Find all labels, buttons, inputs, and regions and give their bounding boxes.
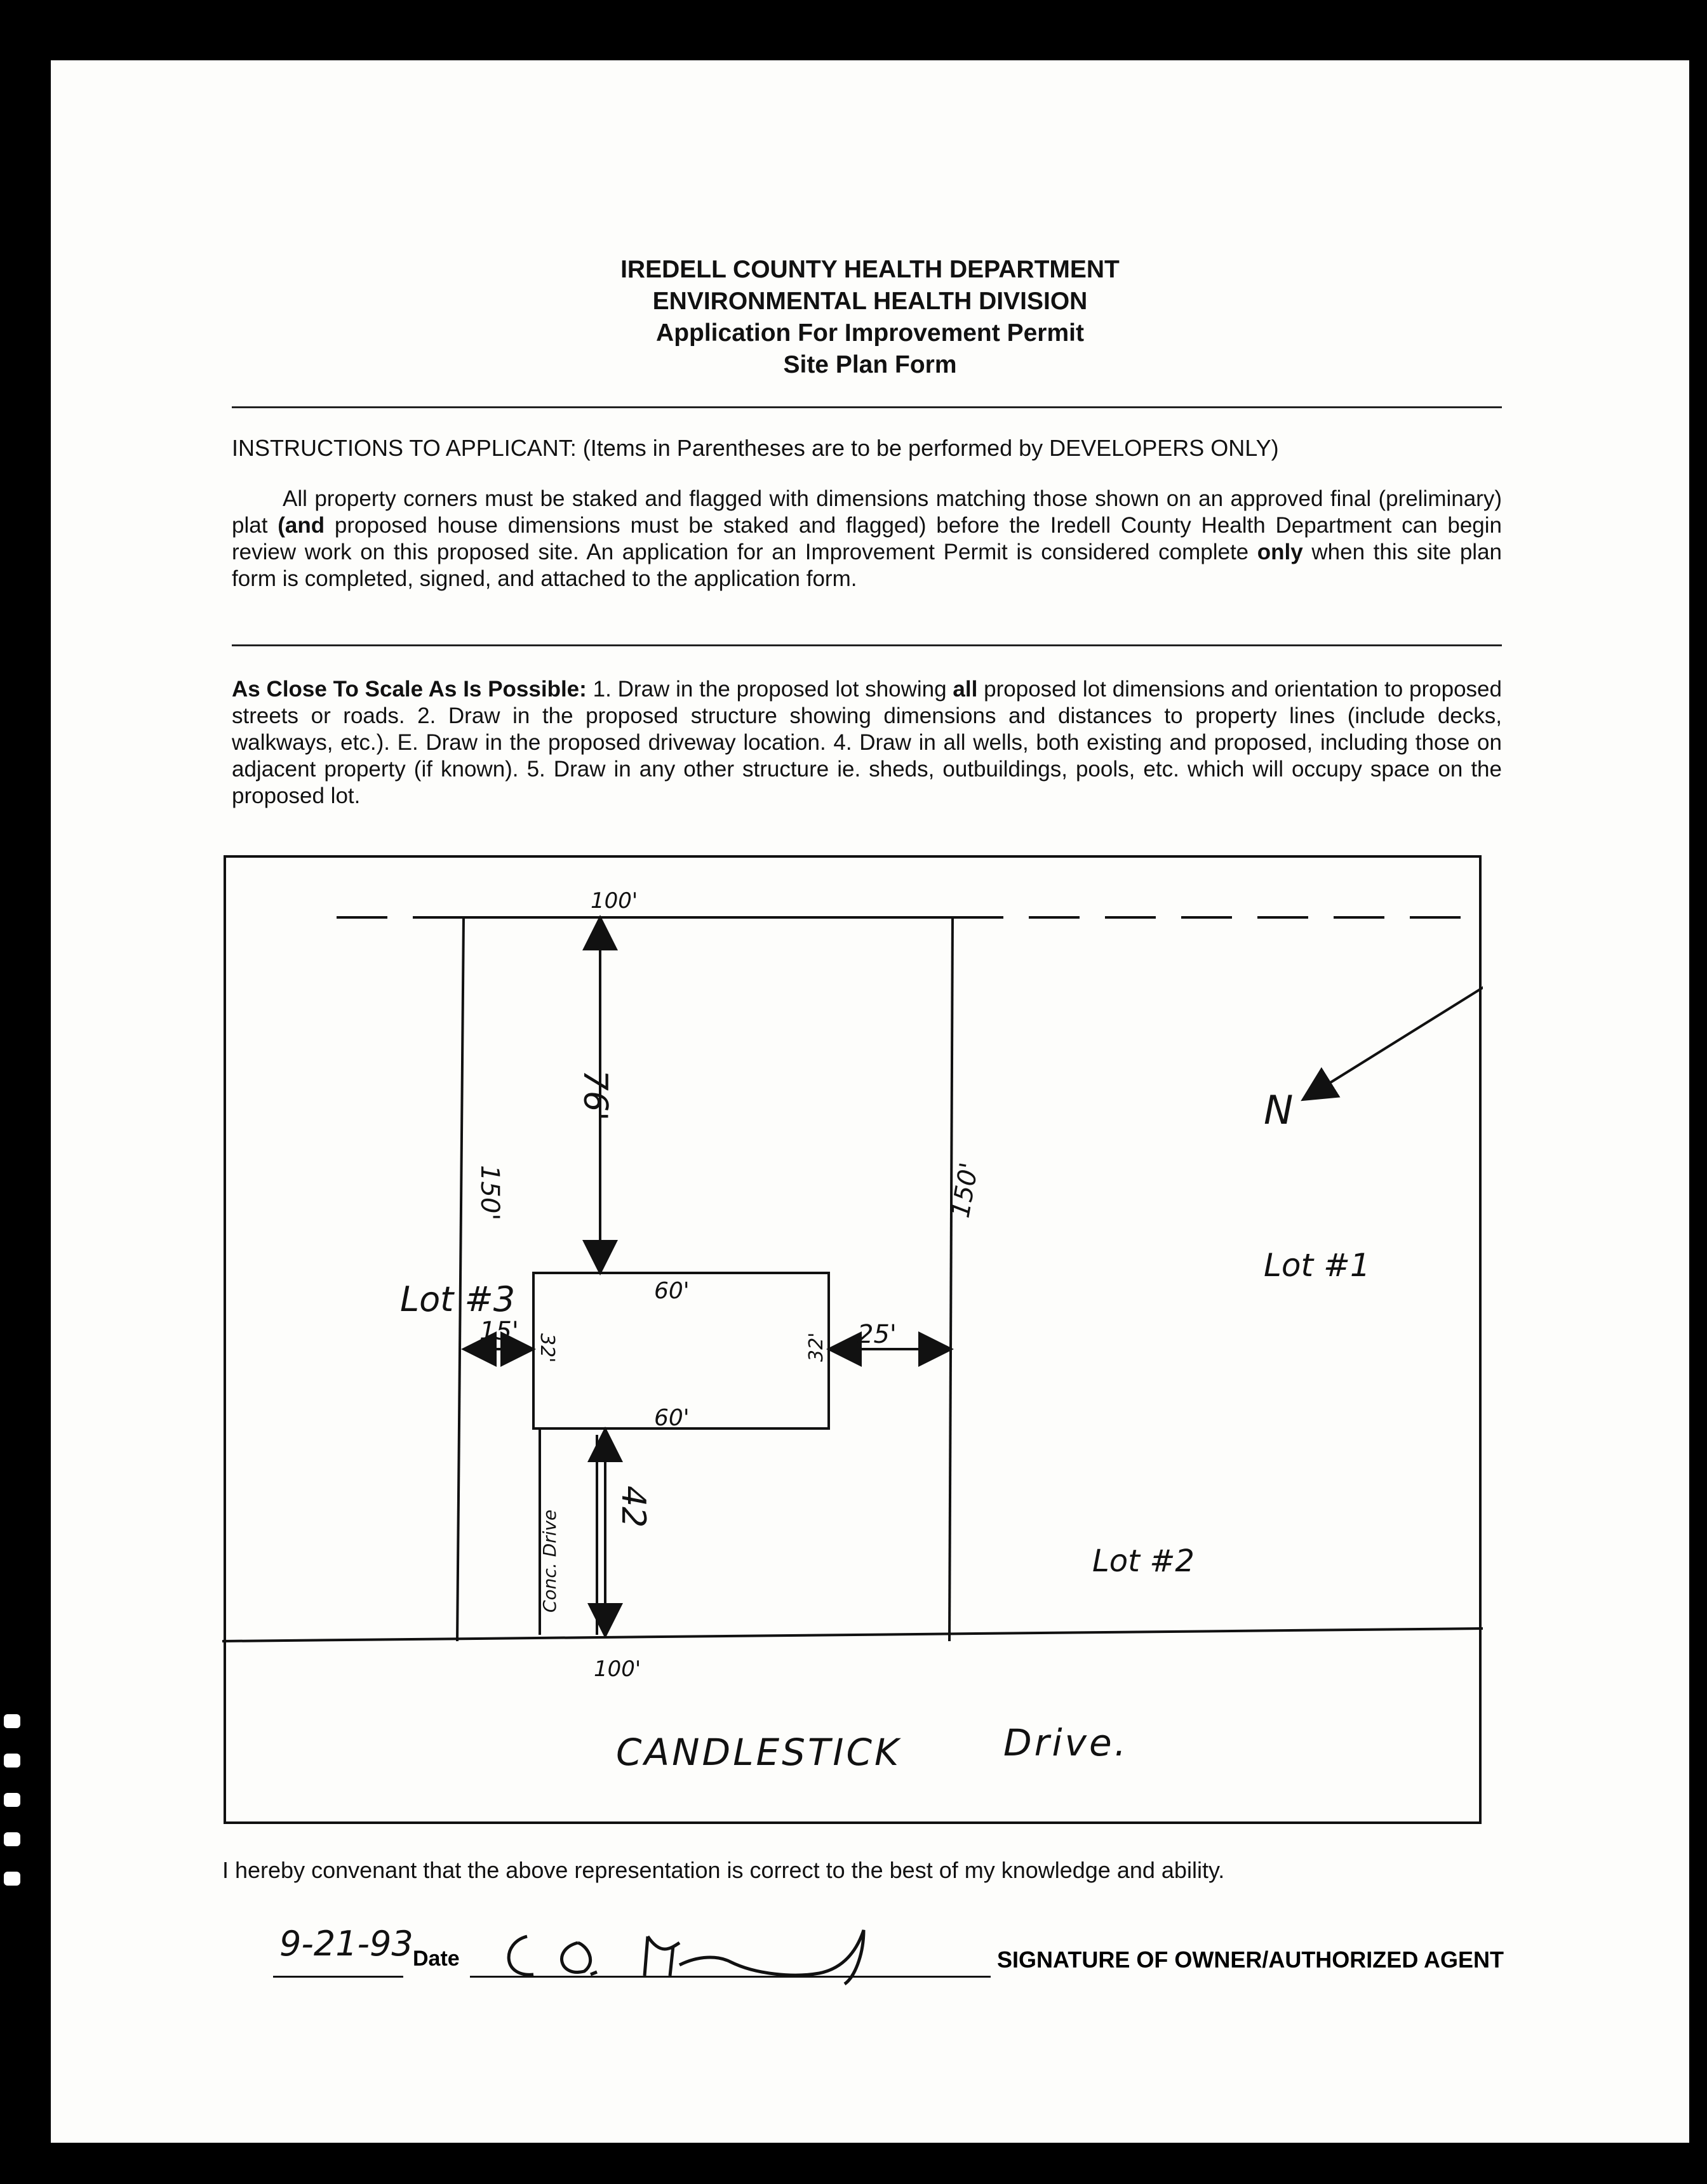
front-setback-label: 76': [576, 1070, 614, 1121]
instructions-paragraph: [232, 486, 1502, 592]
instructions-text-2: proposed house dimensions must be staked and flagged) before the Iredell County Health Department can begin review work on this proposed site. An application for an Improvement Permit is considered complete: [232, 513, 1503, 564]
date-underline: [273, 1976, 403, 1978]
lot-right-line: [949, 917, 953, 1641]
form-page: [51, 60, 1689, 2143]
lot-top-dimension: 100': [591, 888, 638, 914]
date-handwritten: 9-21-93: [279, 1924, 413, 1964]
lot-2-boundary: [457, 917, 953, 1641]
lot-left-dimension: 150': [475, 1165, 504, 1221]
north-arrow: [1305, 978, 1483, 1098]
signature-label: SIGNATURE OF OWNER/AUTHORIZED AGENT: [997, 1947, 1504, 1973]
street-edge-line: [222, 1628, 1483, 1641]
scale-bold-all: all: [953, 677, 978, 702]
rear-setback-label: 42: [614, 1486, 652, 1528]
scale-lead: As Close To Scale As Is Possible:: [232, 677, 587, 702]
driveway-label: Conc. Drive: [539, 1509, 560, 1613]
site-plan-drawing: [222, 854, 1483, 1825]
lot-right-dimension: 150': [946, 1160, 985, 1220]
scan-edge-marks: [0, 1689, 25, 1911]
handwritten-signature: [489, 1917, 984, 1987]
lot-1-label: Lot #1: [1264, 1247, 1370, 1284]
divider-top: [232, 406, 1502, 408]
department-title: IREDELL COUNTY HEALTH DEPARTMENT: [620, 256, 1120, 283]
house-bottom-dimension: 60': [654, 1405, 690, 1431]
form-title: Site Plan Form: [783, 351, 957, 378]
site-plan-border: [225, 856, 1480, 1823]
application-title: Application For Improvement Permit: [656, 319, 1084, 347]
instructions-bold-and: (and: [278, 513, 325, 538]
lot-3-label: Lot #3: [400, 1279, 516, 1319]
left-setback-label: 15': [479, 1317, 519, 1346]
street-suffix: Drive.: [1003, 1721, 1129, 1764]
house-right-dimension: 32': [805, 1332, 827, 1362]
date-label: Date: [413, 1947, 460, 1971]
lot-2-label: Lot #2: [1092, 1543, 1195, 1579]
street-name: CANDLESTICK: [616, 1731, 902, 1774]
scale-text-1: 1. Draw in the proposed lot showing: [586, 677, 953, 702]
instructions-text-3: when this site plan form is completed, signed, and attached to the application form.: [232, 540, 1502, 591]
house-left-dimension: 32': [536, 1333, 558, 1363]
scale-text-2: proposed lot dimensions and orientation to proposed streets or roads. 2. Draw in the proposed structure showing dimensions and distances to property lines (include decks, walkways, etc.). E. Draw in the proposed driveway location. 4. Draw in all wells, both existing and proposed, including those on adjacent property (if known). 5. Draw in any other structure ie. sheds, outbuildings, pools, etc. which will occupy space on the proposed lot.: [232, 677, 1502, 808]
form-header: [51, 254, 1689, 381]
division-title: ENVIRONMENTAL HEALTH DIVISION: [652, 288, 1088, 315]
instructions-bold-only: only: [1257, 540, 1303, 564]
signature-row: [222, 1917, 1556, 1987]
house-top-dimension: 60': [654, 1278, 690, 1304]
north-label: N: [1264, 1087, 1294, 1133]
divider-middle: [232, 644, 1502, 646]
instructions-title: INSTRUCTIONS TO APPLICANT: (Items in Parentheses are to be performed by DEVELOPERS ONLY): [232, 435, 1279, 461]
instructions-text-1: All property corners must be staked and flagged with dimensions matching those shown on an approved final (preliminary) plat: [232, 486, 1502, 538]
covenant-statement: I hereby convenant that the above representation is correct to the best of my knowledge and ability.: [222, 1857, 1225, 1883]
scale-instructions: [232, 676, 1502, 809]
right-setback-label: 25': [857, 1320, 897, 1349]
lot-bottom-dimension: 100': [594, 1656, 641, 1682]
